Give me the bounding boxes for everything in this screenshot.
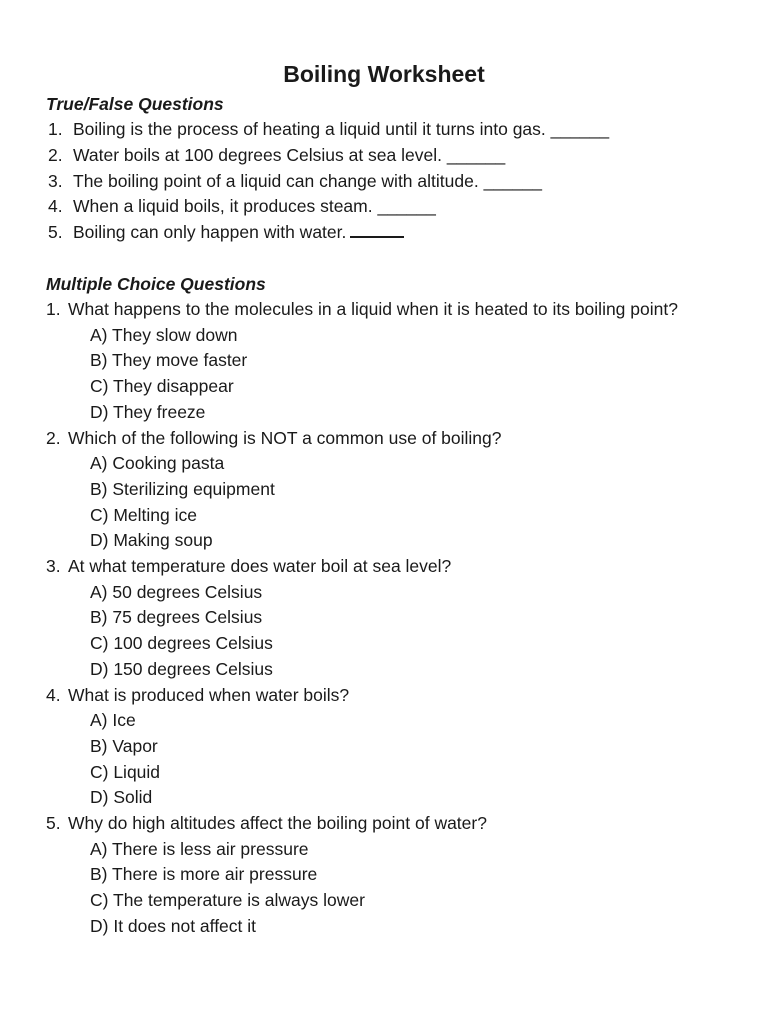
mc-question [46,683,706,709]
answer-blank: ______ [377,196,436,217]
mc-question [46,554,706,580]
true-false-item [48,194,609,220]
answer-blank: ______ [483,170,542,191]
question-number: 2. [48,144,63,165]
multiple-choice-list [46,297,706,940]
page-title: Boiling Worksheet [283,61,485,87]
question-text: Boiling can only happen with water. [73,222,347,243]
question-number: 2. [46,427,61,448]
question-number: 3. [46,556,61,577]
question-number: 3. [48,170,63,191]
mc-option: B) Sterilizing equipment [90,478,275,499]
answer-blank-line [350,222,404,238]
mc-option: B) There is more air pressure [90,864,318,885]
answer-blank: ______ [550,119,610,139]
question-text: Why do high altitudes affect the boiling point of water? [68,813,487,834]
mc-question [46,811,706,837]
true-false-list [48,117,609,246]
true-false-item [48,169,609,195]
question-number: 4. [48,196,63,217]
mc-question [46,426,706,452]
mc-option: D) Making soup [90,530,213,551]
question-number: 1. [46,299,61,319]
question-text: Which of the following is NOT a common use of boiling? [68,427,502,448]
question-number: 5. [48,222,63,243]
mc-question [46,297,706,323]
mc-option: D) It does not affect it [90,915,257,936]
mc-option: A) There is less air pressure [90,838,309,859]
mc-option: D) 150 degrees Celsius [90,658,273,679]
mc-option: C) The temperature is always lower [90,890,365,911]
mc-option: B) Vapor [90,735,158,756]
mc-option: A) Cooking pasta [90,453,225,474]
question-text: At what temperature does water boil at sea level? [68,556,452,577]
question-text: What happens to the molecules in a liquid when it is heated to its boiling point? [68,299,678,319]
answer-blank: ______ [446,144,506,165]
question-text: When a liquid boils, it produces steam. [73,196,373,217]
question-number: 1. [48,119,63,139]
question-text: Boiling is the process of heating a liquid until it turns into gas. [73,119,546,139]
question-text: Water boils at 100 degrees Celsius at sea level. [73,144,442,165]
mc-option: D) They freeze [90,401,206,422]
mc-option: A) Ice [90,710,136,731]
question-text: The boiling point of a liquid can change with altitude. [73,170,479,191]
question-number: 4. [46,684,61,705]
mc-option: A) 50 degrees Celsius [90,581,263,602]
multiple-choice-heading: Multiple Choice Questions [46,274,266,294]
question-number: 5. [46,813,61,834]
true-false-item [48,143,609,169]
mc-option: C) They disappear [90,376,234,397]
mc-option: C) Melting ice [90,504,197,525]
mc-option: B) 75 degrees Celsius [90,607,263,628]
true-false-heading: True/False Questions [46,94,224,114]
mc-option: C) Liquid [90,761,161,782]
question-text: What is produced when water boils? [68,684,350,705]
mc-option: C) 100 degrees Celsius [90,633,273,654]
true-false-item [48,117,609,143]
mc-option: D) Solid [90,787,153,808]
mc-option: A) They slow down [90,324,238,345]
true-false-item [48,220,609,246]
mc-option: B) They move faster [90,350,248,371]
